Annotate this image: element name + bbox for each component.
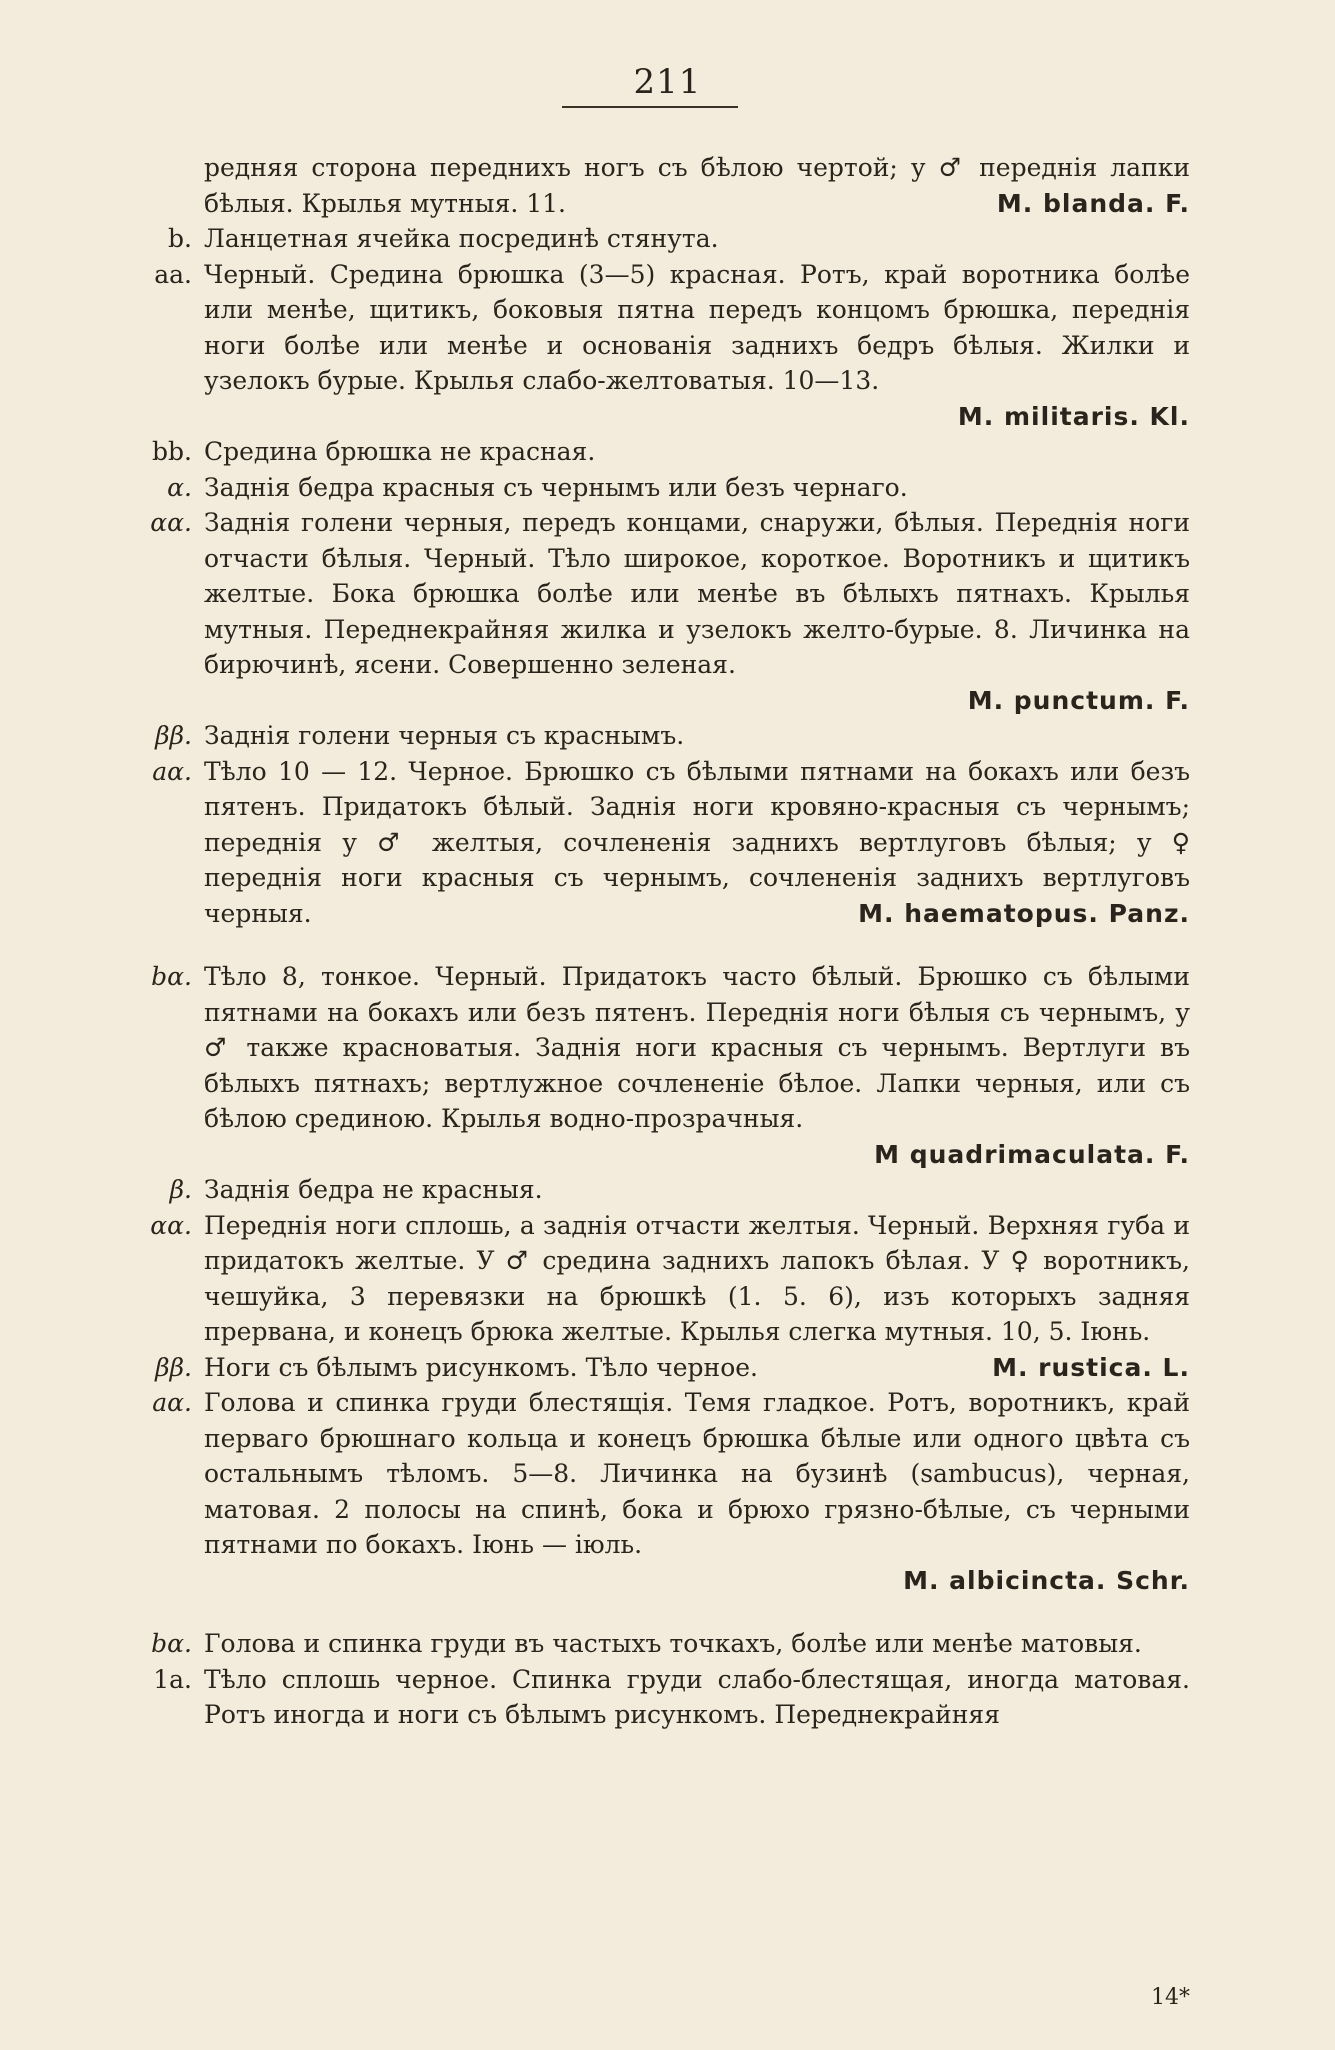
entry-marker: ββ. — [155, 1352, 192, 1382]
entry-text-body: Голова и спинка груди блестящія. Темя гладкое. Ротъ, воротникъ, край перваго брюшнаго кольца и конецъ брюшка бѣлые или одного цвѣта съ остальнымъ тѣломъ. 5—8. Личинка на бузинѣ (sambucus), черная, матовая. 2 полосы на спинѣ, бока и брюхо грязно-бѣлые, съ черными пятнами по бокахъ. Іюнь — іюль. — [204, 1388, 1190, 1559]
species-name: M. militaris. Kl. — [957, 401, 1190, 431]
page-number: 211 — [633, 62, 702, 102]
entry-marker: ββ. — [155, 721, 192, 750]
entry-text: Заднія бедра красныя съ чернымъ или безъ чернаго. — [204, 472, 908, 502]
entry-text: Заднія бедра не красныя. — [204, 1175, 543, 1204]
entry — [0, 434, 1335, 470]
entry — [0, 505, 1335, 718]
entry — [0, 257, 1335, 435]
entry-text — [204, 754, 1190, 932]
entry-marker: bα. — [151, 1629, 192, 1658]
entry-text-body: Переднія ноги сплошь, а заднія отчасти желтыя. Черный. Верхняя губа и придатокъ желтые. У ♂ средина заднихъ лапокъ бѣлая. У ♀ воротникъ, чешуйка, 3 перевязки на брюшкѣ (1. 5. 6), изъ которыхъ задняя прервана, и конецъ брюка желтые. Крылья слегка мутныя. 10, 5. Іюнь. — [204, 1210, 1190, 1346]
entry-text — [204, 257, 1190, 435]
entry-marker: α. — [167, 472, 192, 502]
entry — [0, 1350, 1335, 1386]
entry — [0, 959, 1335, 1172]
entry-marker: bb. — [152, 437, 192, 466]
entry — [0, 470, 1335, 506]
entry — [0, 1662, 1335, 1733]
entry-text — [204, 505, 1190, 718]
entry-text: Голова и спинка груди въ частыхъ точкахъ, болѣе или менѣе матовыя. — [204, 1629, 1142, 1658]
entry-text: Тѣло сплошь черное. Спинка груди слабо-блестящая, иногда матовая. Ротъ иногда и ноги съ бѣлымъ рисункомъ. Переднекрайняя — [204, 1664, 1190, 1729]
key-entries — [0, 150, 1335, 1733]
entry — [0, 150, 1335, 221]
species-name: M quadrimaculata. F. — [874, 1139, 1190, 1169]
species-name: M. haematopus. Panz. — [858, 898, 1190, 928]
entry-text — [204, 959, 1190, 1172]
entry-text: Ноги съ бѣлымъ рисункомъ. Тѣло черное. — [204, 1352, 758, 1382]
entry — [0, 754, 1335, 932]
entry — [0, 718, 1335, 754]
entry-marker: β. — [169, 1175, 192, 1204]
species-name: M. rustica. L. — [992, 1352, 1190, 1382]
entry-text — [204, 1385, 1190, 1598]
entry-text: Заднія голени черныя съ краснымъ. — [204, 721, 685, 750]
entry-marker: bα. — [151, 962, 192, 991]
entry-marker: aα. — [152, 1388, 192, 1417]
entry-text — [204, 150, 1190, 221]
species-name: M. albicincta. Schr. — [903, 1565, 1190, 1595]
entry-text: Средина брюшка не красная. — [204, 437, 596, 466]
entry-text-body: Заднія голени черныя, передъ концами, снаружи, бѣлыя. Переднія ноги отчасти бѣлыя. Черный. Тѣло широкое, короткое. Воротникъ и щитикъ желтые. Бока брюшка болѣе или менѣе въ бѣлыхъ пятнахъ. Крылья мутныя. Переднекрайняя жилка и узелокъ желто-бурые. 8. Личинка на бирючинѣ, ясени. Совершенно зеленая. — [204, 508, 1190, 679]
entry-marker: 1a. — [153, 1664, 192, 1694]
entry — [0, 1385, 1335, 1598]
entry-text-body: Тѣло 8, тонкое. Черный. Придатокъ часто бѣлый. Брюшко съ бѣлыми пятнами на бокахъ или безъ пятенъ. Переднія ноги бѣлыя съ чернымъ, у ♂ также красноватыя. Заднія ноги красныя съ чернымъ. Вертлуги въ бѣлыхъ пятнахъ; вертлужное сочлененіе бѣлое. Лапки черныя, или съ бѣлою срединою. Крылья водно-прозрачныя. — [204, 962, 1190, 1133]
entry-marker: aa. — [154, 259, 192, 289]
page-number-rule — [562, 106, 738, 108]
entry-text: Ланцетная ячейка посрединѣ стянута. — [204, 224, 719, 253]
entry-text-body: Тѣло 10 — 12. Черное. Брюшко съ бѣлыми пятнами на бокахъ или безъ пятенъ. Придатокъ бѣлый. Заднія ноги кровяно-красныя съ чернымъ; переднія у ♂ желтыя, сочлененія заднихъ вертлуговъ бѣлыя; у ♀ переднія ноги красныя съ чернымъ, сочлененія заднихъ вертлуговъ черныя. — [204, 756, 1190, 928]
entry-marker: αα. — [150, 508, 192, 537]
species-name: M. punctum. F. — [967, 685, 1190, 715]
species-name: M. blanda. F. — [996, 188, 1190, 218]
entry-marker: aα. — [152, 756, 192, 786]
entry — [0, 1172, 1335, 1208]
entry-text-body: Черный. Средина брюшка (3—5) красная. Ротъ, край воротника болѣе или менѣе, щитикъ, боковыя пятна передъ концомъ брюшка, переднія ноги болѣе или менѣе и основанія заднихъ бедръ бѣлыя. Жилки и узелокъ бурые. Крылья слабо-желтоватыя. 10—13. — [204, 259, 1190, 395]
entry — [0, 221, 1335, 257]
entry — [0, 1626, 1335, 1662]
entry-marker: b. — [168, 224, 192, 253]
entry-text-body: редняя сторона переднихъ ногъ съ бѣлою чертой; у ♂ переднія лапки бѣлыя. Крылья мутныя. 11. — [204, 153, 1190, 218]
folio-signature: 14* — [1151, 1985, 1190, 2010]
entry-marker: αα. — [150, 1210, 192, 1240]
